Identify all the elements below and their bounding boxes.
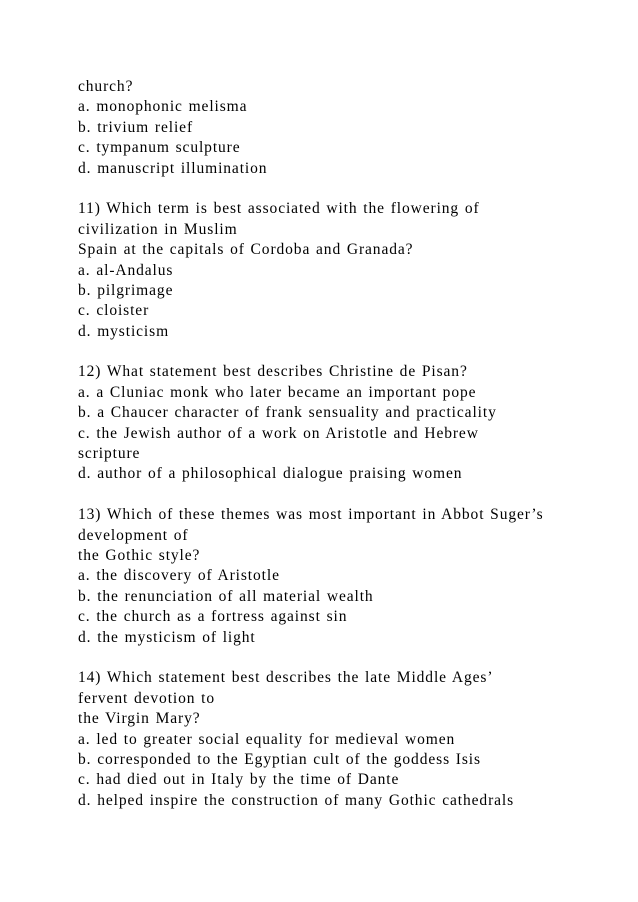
question-11-option-c: c. cloister [78,302,150,320]
question-13-option-d: d. the mysticism of light [78,628,256,646]
question-11-option-b: b. pilgrimage [78,281,174,299]
question-14 [78,668,618,811]
question-13-option-b: b. the renunciation of all material wealth [78,587,374,605]
spacer [78,648,618,668]
question-12-option-b: b. a Chaucer character of frank sensuality and practicality [78,404,497,422]
question-10-option-b: b. trivium relief [78,118,194,136]
question-13-option-a: a. the discovery of Aristotle [78,567,280,585]
question-10-continuation [78,77,618,179]
question-12-option-c: c. the Jewish author of a work on Aristotle and Hebrew [78,424,479,442]
question-13-stem: 13) Which of these themes was most important in Abbot Suger’s [78,506,544,524]
question-14-option-a: a. led to greater social equality for medieval women [78,730,456,748]
question-12 [78,362,618,484]
question-11-option-d: d. mysticism [78,322,170,340]
spacer [78,485,618,505]
spacer [78,179,618,199]
question-14-option-b: b. corresponded to the Egyptian cult of the goddess Isis [78,750,481,768]
question-10-option-a: a. monophonic melisma [78,98,248,116]
question-14-option-c: c. had died out in Italy by the time of Dante [78,771,400,789]
question-12-option-c: scripture [78,445,141,463]
question-13-stem: development of [78,526,189,544]
question-10-option-d: d. manuscript illumination [78,159,268,177]
question-11 [78,199,618,342]
question-13-stem: the Gothic style? [78,546,201,564]
question-10-stem-end: church? [78,78,134,95]
question-14-stem: the Virgin Mary? [78,710,201,728]
quiz-text [78,77,618,811]
question-11-option-a: a. al-Andalus [78,261,174,279]
question-12-option-d: d. author of a philosophical dialogue praising women [78,465,463,483]
spacer [78,342,618,362]
question-11-stem: civilization in Muslim [78,220,238,238]
question-14-stem: 14) Which statement best describes the late Middle Ages’ [78,669,494,687]
question-12-option-a: a. a Cluniac monk who later became an important pope [78,383,477,401]
question-11-stem: Spain at the capitals of Cordoba and Granada? [78,241,414,259]
question-12-stem: 12) What statement best describes Christine de Pisan? [78,363,468,381]
question-14-stem: fervent devotion to [78,689,216,707]
question-13-option-c: c. the church as a fortress against sin [78,608,348,626]
question-14-option-d: d. helped inspire the construction of many Gothic cathedrals [78,791,515,809]
question-11-stem: 11) Which term is best associated with the flowering of [78,200,480,218]
question-13 [78,505,618,648]
question-10-option-c: c. tympanum sculpture [78,139,241,157]
